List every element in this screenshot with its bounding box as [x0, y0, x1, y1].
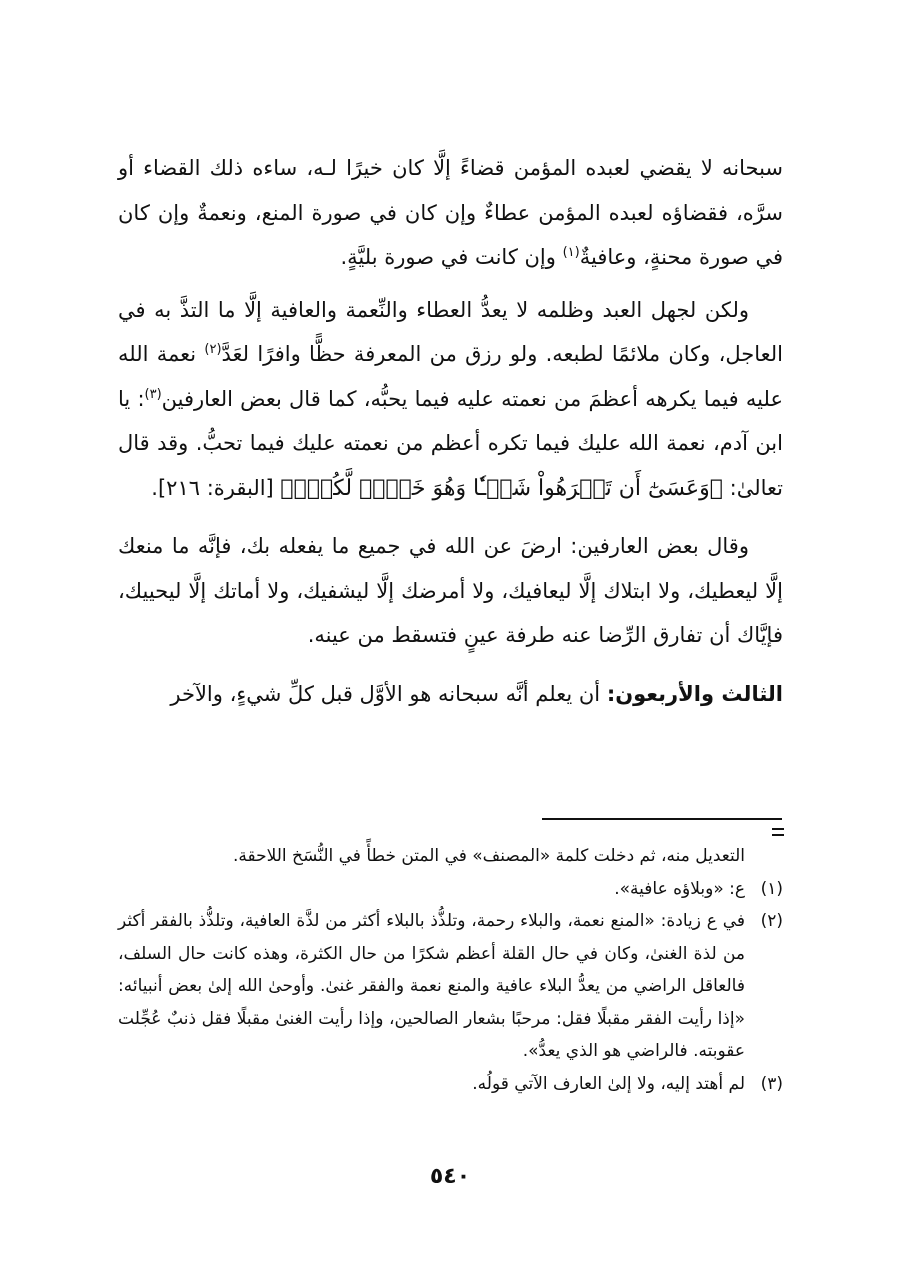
footnote-ref-2[interactable]: (٢) [204, 342, 222, 357]
footnote-continued-text: التعديل منه، ثم دخلت كلمة «المصنف» في المتن خطأً في النُّسَخ اللاحقة. [232, 846, 745, 866]
footnote-2 [118, 905, 783, 1068]
footnotes [118, 840, 783, 1100]
verse-reference: [البقرة: ٢١٦]. [151, 475, 281, 500]
paragraph-3-text: وقال بعض العارفين: ارضَ عن الله في جميع ما يفعله بك، فإنَّه ما منعك إلَّا ليعطيك، ولا ابتلاك إلَّا ليعافيك، ولا أمرضك إلَّا ليشفيك، ولا أماتك إلَّا ليحييك، فإيَّاك أن تفارق الرِّضا عنه طرفة عينٍ فتسقط من عينه. [118, 534, 783, 647]
paragraph-1-end: وإن كانت في صورة بليَّةٍ. [340, 245, 563, 269]
page-number: ٥٤٠ [429, 1164, 471, 1189]
paragraph-4-text: أن يعلم أنَّه سبحانه هو الأوَّل قبل كلِّ شيءٍ، والآخر [170, 681, 607, 706]
footnote-3 [118, 1068, 783, 1101]
footnote-text: لم أهتد إليه، ولا إلىٰ العارف الآتي قولُه. [472, 1073, 745, 1094]
footnote-number: (٢) [760, 911, 783, 931]
paragraph-2-text-c: : يا ابن آدم، نعمة الله عليك فيما تكره أعظم من نعمته عليك فيما تحبُّ. وقد قال تعالىٰ: [118, 386, 783, 500]
footnote-continuation-mark [772, 828, 784, 836]
section-heading: الثالث والأربعون: [606, 681, 783, 706]
paragraph-1 [118, 146, 783, 280]
footnote-separator [542, 818, 782, 820]
quran-verse: ﴿وَعَسَىٰٓ أَن تَكۡرَهُواْ شَيۡـٔٗا وَهُوَ خَيۡرٞ لَّكُمۡۖ﴾ [280, 475, 723, 501]
paragraph-4 [118, 672, 783, 717]
main-text-body [118, 146, 783, 716]
footnote-ref-3[interactable]: (٣) [144, 386, 162, 402]
paragraph-2-text-b: نعمة الله عليه فيما يكرهه أعظمَ من نعمته عليه فيما يحبُّه، كما قال بعض العارفين [118, 342, 783, 411]
footnote-text: في ع زيادة: «المنع نعمة، والبلاء رحمة، وتلذُّذ بالبلاء أكثر من لذَّة العافية، وتلذُّذ بالفقر أكثر من لذة الغنىٰ، وكان في حال القلة أعظم شكرًا من حال الكثرة، وهذه كانت حال السلف، فالعاقل الراضي من يعدُّ البلاء عافية والمنع نعمة والفقر غنىٰ. وأوحىٰ الله إلىٰ بعض أنبيائه: «إذا رأيت الفقر مقبلًا فقل: مرحبًا بشعار الصالحين، وإذا رأيت الغنىٰ مقبلًا فقل ذنبٌ عُجِّلت عقوبته. فالراضي هو الذي يعدُّ». [118, 911, 745, 1061]
footnote-ref-1[interactable]: (١) [562, 245, 580, 260]
footnote-1 [118, 873, 783, 906]
paragraph-3 [118, 524, 783, 658]
paragraph-1-text: سبحانه لا يقضي لعبده المؤمن قضاءً إلَّا كان خيرًا لـه، ساءه ذلك القضاء أو سرَّه، فقضاؤه لعبده المؤمن عطاءٌ وإن كان في صورة المنع، ونعمةٌ وإن كان في صورة محنةٍ، وعافيةٌ [118, 156, 783, 269]
paragraph-2 [118, 288, 783, 512]
paragraph-2-text-a: ولكن لجهل العبد وظلمه لا يعدُّ العطاء والنِّعمة والعافية إلَّا ما التذَّ به في العاجل، وكان ملائمًا لطبعه. ولو رزق من المعرفة حظًّا وافرًا لعَدَّ [118, 297, 783, 366]
footnote-text: ع: «وبلاؤه عافية». [614, 878, 745, 899]
footnote-number: (١) [760, 878, 783, 899]
footnote-number: (٣) [760, 1073, 783, 1094]
